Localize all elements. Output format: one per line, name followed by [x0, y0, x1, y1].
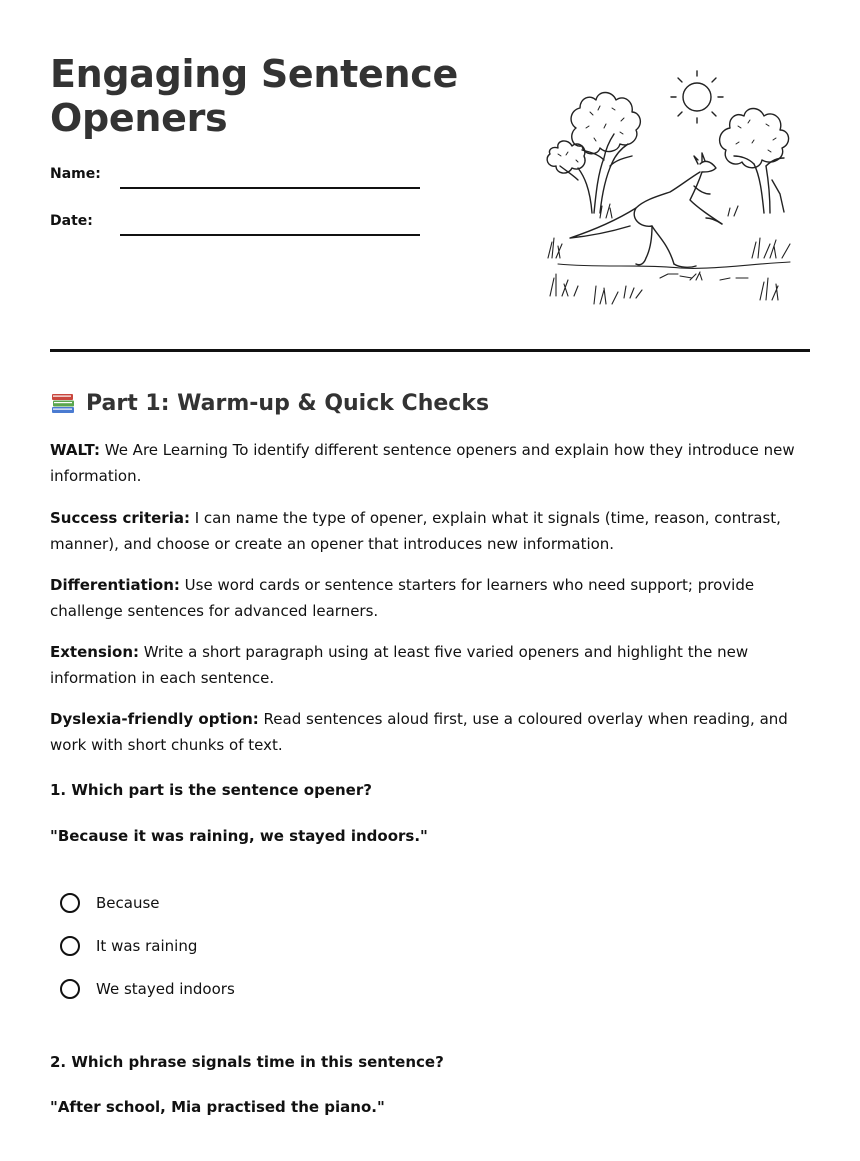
differentiation-label: Differentiation:	[50, 576, 180, 594]
success-criteria-paragraph	[50, 506, 810, 557]
section-heading-part1	[50, 390, 489, 416]
option-label: We stayed indoors	[96, 980, 235, 998]
name-field[interactable]	[120, 187, 420, 189]
success-criteria-text: I can name the type of opener, explain what it signals (time, reason, contrast, manner), and choose or create an opener that introduces new information.	[50, 509, 781, 553]
radio-button[interactable]	[60, 893, 80, 913]
dyslexia-paragraph	[50, 707, 810, 758]
date-field[interactable]	[120, 234, 420, 236]
question-2-title: 2. Which phrase signals time in this sentence?	[50, 1053, 444, 1071]
books-icon	[50, 390, 76, 416]
kangaroo-illustration	[540, 68, 800, 308]
section-heading-text: Part 1: Warm-up & Quick Checks	[86, 390, 490, 416]
name-label: Name:	[50, 166, 101, 182]
extension-text: Write a short paragraph using at least five varied openers and highlight the new information in each sentence.	[50, 643, 749, 687]
date-label: Date:	[50, 213, 93, 229]
option-label: It was raining	[96, 937, 198, 955]
question-2-sentence: "After school, Mia practised the piano."	[50, 1098, 385, 1116]
differentiation-text: Use word cards or sentence starters for learners who need support; provide challenge sentences for advanced learners.	[50, 576, 755, 620]
tree-right-icon	[720, 109, 789, 214]
option-label: Because	[96, 894, 160, 912]
extension-label: Extension:	[50, 643, 139, 661]
extension-paragraph	[50, 640, 810, 691]
question-1-option-2[interactable]	[60, 936, 197, 956]
question-1-title: 1. Which part is the sentence opener?	[50, 781, 372, 799]
differentiation-paragraph	[50, 573, 810, 624]
tree-left-icon	[547, 93, 640, 214]
question-1-sentence: "Because it was raining, we stayed indoors."	[50, 827, 428, 845]
kangaroo-icon	[570, 153, 722, 267]
header-divider	[50, 349, 810, 352]
walt-text: We Are Learning To identify different sentence openers and explain how they introduce new information.	[50, 441, 795, 485]
question-1-option-1[interactable]	[60, 893, 160, 913]
walt-paragraph	[50, 438, 810, 489]
sun-icon	[671, 71, 723, 123]
question-1-option-3[interactable]	[60, 979, 235, 999]
dyslexia-text: Read sentences aloud first, use a coloured overlay when reading, and work with short chunks of text.	[50, 710, 788, 754]
dyslexia-label: Dyslexia-friendly option:	[50, 710, 259, 728]
grass-icon	[548, 204, 790, 304]
page-title: Engaging Sentence Openers	[50, 52, 458, 140]
success-criteria-label: Success criteria:	[50, 509, 190, 527]
radio-button[interactable]	[60, 936, 80, 956]
radio-button[interactable]	[60, 979, 80, 999]
walt-label: WALT:	[50, 441, 100, 459]
